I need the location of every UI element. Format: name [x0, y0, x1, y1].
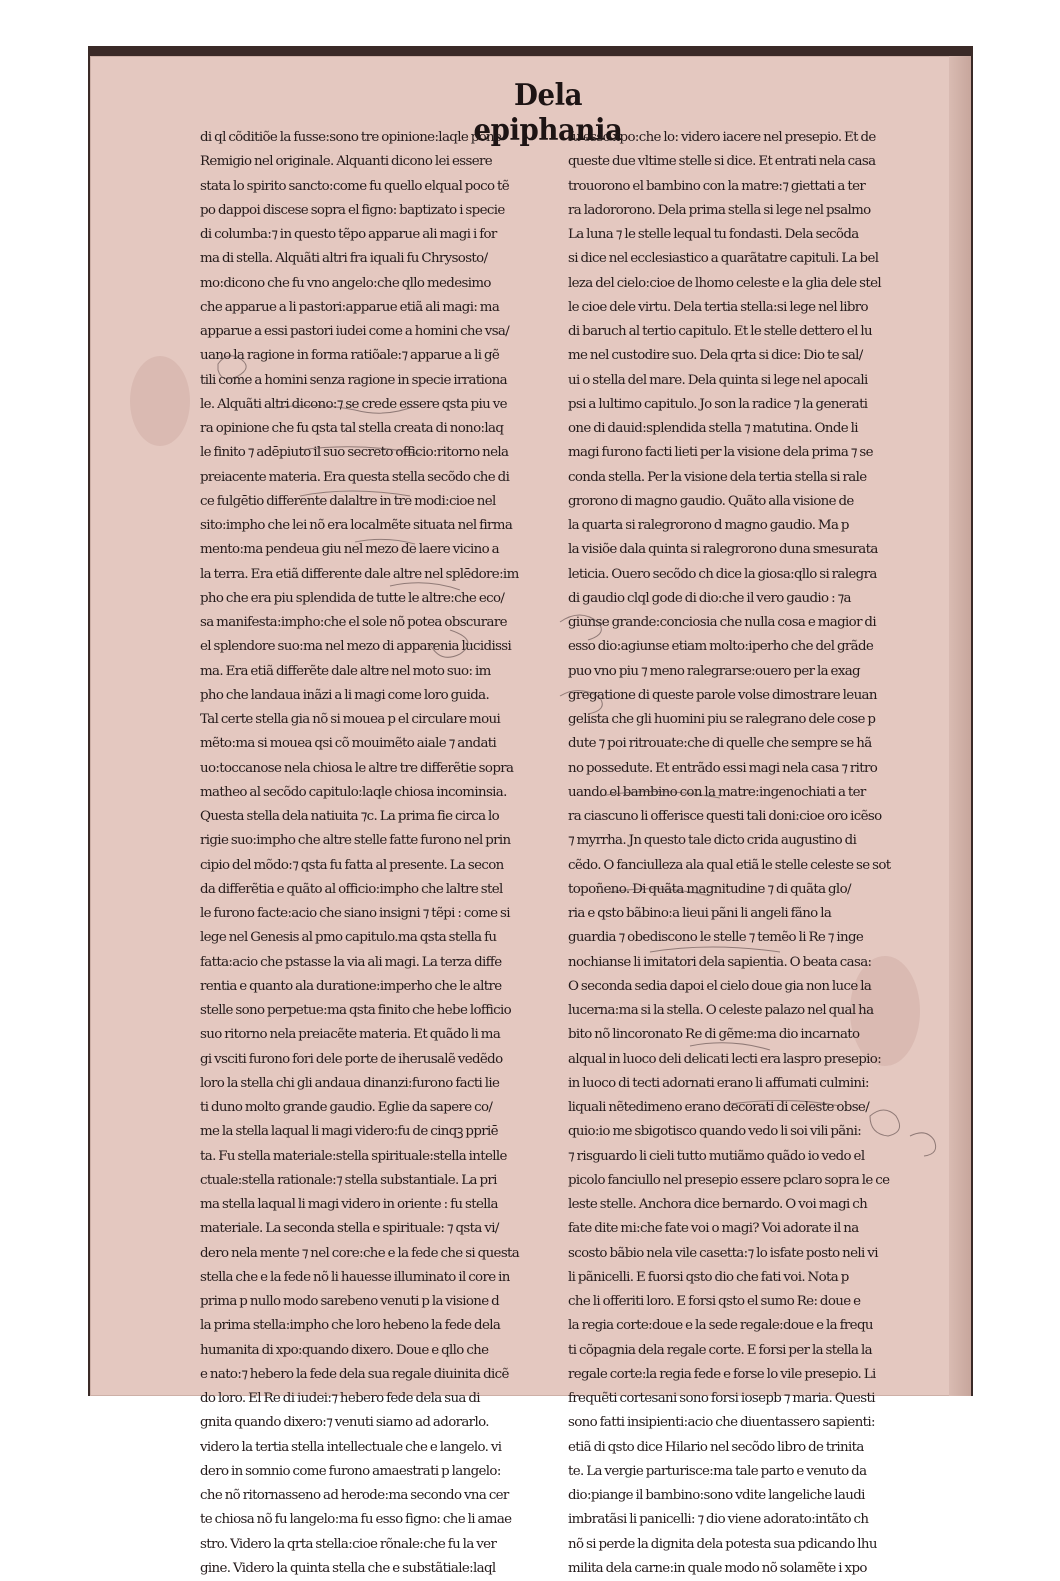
- text-line: queste due vltime stelle si dice. Et entrati nela casa: [568, 154, 876, 170]
- text-line: che apparue a li pastori:apparue etiã ali magi: ma: [200, 299, 500, 315]
- text-line: trouorono el bambino con la matre:⁊ giettati a ter: [568, 178, 866, 194]
- text-line: humanita di xpo:quando dixero. Doue e qllo che: [200, 1342, 489, 1358]
- text-line: le furono facte:acio che siano insigni ⁊ tẽpi : come si: [200, 906, 510, 921]
- text-line: leticia. Ouero secõdo ch dice la giosa:qllo si ralegra: [568, 566, 877, 582]
- text-line: mo:dicono che fu vno angelo:che qllo medesimo: [200, 275, 491, 291]
- text-line: nochianse li imitatori dela sapientia. O beata casa:: [568, 954, 872, 970]
- text-line: te chiosa nõ fu langelo:ma fu esso figno: che li amae: [200, 1512, 512, 1528]
- manuscript-page: [90, 56, 971, 1576]
- text-line: ra opinione che fu qsta tal stella creata di nono:laq: [200, 421, 504, 436]
- text-line: stelle sono perpetue:ma qsta finito che hebe lofficio: [200, 1003, 512, 1018]
- text-line: che nõ ritornasseno ad herode:ma secondo vna cer: [200, 1488, 509, 1503]
- text-line: imbratãsi li panicelli: ⁊ dio viene adorato:intãto ch: [568, 1512, 869, 1528]
- text-line: one di dauid:splendida stella ⁊ matutina. Onde li: [568, 421, 858, 436]
- text-line: loro la stella chi gli andaua dinanzi:furono facti lie: [200, 1075, 500, 1091]
- text-line: dero in somnio come furono amaestrati p langelo:: [200, 1463, 501, 1479]
- text-line: fatta:acio che pstasse la via ali magi. La terza diffe: [200, 954, 502, 970]
- text-line: gnita quando dixero:⁊ venuti siamo ad adorarlo.: [200, 1415, 489, 1431]
- text-line: ria e qsto bãbino:a lieui pãni li angeli fãno la: [568, 906, 832, 921]
- text-line: preiacente materia. Era questa stella secõdo che di: [200, 469, 510, 485]
- text-line: lege nel Genesis al pmo capitulo.ma qsta stella fu: [200, 930, 497, 946]
- text-line: la regia corte:doue e la sede regale:doue e la frequ: [568, 1318, 873, 1334]
- text-line: la prima stella:impho che loro hebeno la fede dela: [200, 1318, 501, 1334]
- text-line: regale corte:la regia fede e forse lo vile presepio. Li: [568, 1366, 876, 1382]
- text-line: La luna ⁊ le stelle lequal tu fondasti. Dela secõda: [568, 227, 859, 242]
- text-line: puo vno piu ⁊ meno ralegrarse:ouero per la exag: [568, 663, 860, 679]
- text-line: esso dio:agiunse etiam molto:iperho che del grãde: [568, 639, 874, 655]
- text-line: e nato:⁊ hebero la fede dela sua regale diuinita dicẽ: [200, 1366, 509, 1382]
- text-line: me nel custodire suo. Dela qrta si dice: Dio te sal/: [568, 348, 863, 364]
- text-line: da differẽtia e quãto al officio:impho che laltre stel: [200, 881, 503, 897]
- text-line: gi vsciti furono fori dele porte de iherusalẽ vedẽdo: [200, 1051, 503, 1067]
- text-line: sono fatti insipienti:acio che diuentassero sapienti:: [568, 1415, 875, 1431]
- text-line: conda stella. Per la visione dela tertia stella si rale: [568, 469, 867, 485]
- text-line: tili come a homini senza ragione in specie irrationa: [200, 372, 507, 388]
- text-line: el splendore suo:ma nel mezo di apparenia lucidissi: [200, 639, 512, 655]
- text-line: ti cõpagnia dela regale corte. E forsi per la stella la: [568, 1342, 872, 1358]
- text-line: le finito ⁊ adēpiuto il suo secreto officio:ritorno nela: [200, 445, 509, 461]
- text-line: uo:toccanose nela chiosa le altre tre differẽtie sopra: [200, 760, 514, 776]
- text-line: nõ si perde la dignita dela potesta sua pdicando lhu: [568, 1536, 877, 1552]
- text-line: leste stelle. Anchora dice bernardo. O voi magi ch: [568, 1197, 868, 1212]
- text-line: in luoco di tecti adornati erano li affumati culmini:: [568, 1075, 869, 1091]
- page-edge: [949, 56, 971, 1396]
- text-line: di ql cõditiõe la fusse:sono tre opinione:laqle pone: [200, 130, 502, 145]
- text-line: dero nela mente ⁊ nel core:che e la fede che si questa: [200, 1245, 520, 1261]
- text-line: stata lo spirito sancto:come fu quello elqual poco tẽ: [200, 178, 510, 194]
- text-line: O seconda sedia dapoi el cielo doue gia non luce la: [568, 978, 872, 994]
- text-line: quio:io me sbigotisco quando vedo li soi vili pãni:: [568, 1124, 862, 1140]
- text-line: magi furono facti lieti per la visione dela prima ⁊ se: [568, 445, 873, 461]
- text-line: di baruch al tertio capitulo. Et le stelle dettero el lu: [568, 324, 872, 339]
- text-line: liquali nẽtedimeno erano decorati di celeste obse/: [568, 1100, 870, 1115]
- text-line: grorono di magno gaudio. Quãto alla visione de: [568, 493, 854, 509]
- text-line: scosto bãbio nela vile casetta:⁊ lo isfate posto neli vi: [568, 1245, 878, 1261]
- text-line: pho che era piu splendida de tutte le altre:che eco/: [200, 590, 505, 606]
- text-line: materiale. La seconda stella e spirituale: ⁊ qsta vi/: [200, 1221, 499, 1237]
- text-line: ⁊ risguardo li cieli tutto mutiãmo quãdo io vedo el: [568, 1148, 865, 1164]
- text-line: cipio del mõdo:⁊ qsta fu fatta al presente. La secon: [200, 857, 504, 873]
- text-line: frequẽti cortesani sono forsi iosepb ⁊ maria. Questi: [568, 1391, 875, 1406]
- text-line: lucerna:ma si la stella. O celeste palazo nel qual ha: [568, 1003, 874, 1018]
- text-line: cẽdo. O fanciulleza ala qual etiã le stelle celeste se sot: [568, 857, 891, 873]
- text-line: ui o stella del mare. Dela quinta si lege nel apocali: [568, 372, 868, 388]
- text-line: mento:ma pendeua giu nel mezo de laere vicino a: [200, 542, 499, 558]
- text-line: gregatione di queste parole volse dimostrare leuan: [568, 687, 877, 703]
- left-text-column: [200, 126, 542, 1581]
- text-line: ma. Era etiã differẽte dale altre nel moto suo: im: [200, 663, 491, 679]
- text-line: giunse grande:conciosia che nulla cosa e magior di: [568, 615, 876, 630]
- text-line: uando el bambino con la matre:ingenochiati a ter: [568, 784, 866, 800]
- text-line: li pãnicelli. E fuorsi qsto dio che fati voi. Nota p: [568, 1269, 849, 1285]
- foxing-stain: [130, 356, 190, 446]
- text-line: sito:impho che lei nõ era localmẽte situata nel firma: [200, 518, 513, 533]
- text-line: me la stella laqual li magi videro:fu de cinqꝫ ppriē: [200, 1124, 498, 1140]
- text-line: apparue a essi pastori iudei come a homini che vsa/: [200, 324, 510, 339]
- text-line: stella che e la fede nõ li hauesse illuminato il core in: [200, 1269, 510, 1285]
- text-line: gelista che gli huomini piu se ralegrano dele cose p: [568, 712, 876, 727]
- right-text-column: [568, 126, 910, 1581]
- text-line: uano la ragione in forma ratiõale:⁊ apparue a li gẽ: [200, 348, 500, 364]
- text-line: Questa stella dela natiuita ⁊c. La prima fie circa lo: [200, 809, 500, 824]
- text-line: fate dite mi:che fate voi o magi? Voi adorate il na: [568, 1221, 859, 1237]
- text-line: rentia e quanto ala duratione:imperho che le altre: [200, 978, 502, 994]
- text-line: di columba:⁊ in questo tẽpo apparue ali magi i for: [200, 227, 497, 242]
- text-line: videro la tertia stella intellectuale che e langelo. vi: [200, 1439, 502, 1455]
- text-line: si dice nel ecclesiastico a quarãtatre capituli. La bel: [568, 251, 879, 267]
- text-line: topoñeno. Di quãta magnitudine ⁊ di quãta glo/: [568, 881, 851, 897]
- text-line: psi a lultimo capitulo. Jo son la radice ⁊ la generati: [568, 396, 868, 412]
- text-line: Remigio nel originale. Alquanti dicono lei essere: [200, 154, 493, 170]
- text-line: gine. Videro la quinta stella che e substãtiale:laql: [200, 1560, 496, 1576]
- text-line: matheo al secõdo capitulo:laqle chiosa incominsia.: [200, 784, 507, 800]
- text-line: rigie suo:impho che altre stelle fatte furono nel prin: [200, 833, 511, 849]
- text-line: ma stella laqual li magi videro in oriente : fu stella: [200, 1197, 498, 1212]
- text-line: le cioe dele virtu. Dela tertia stella:si lege nel libro: [568, 299, 868, 315]
- text-line: la quarta si ralegrorono d magno gaudio. Ma p: [568, 518, 849, 533]
- text-line: guardia ⁊ obediscono le stelle ⁊ temẽo li Re ⁊ inge: [568, 930, 864, 946]
- text-line: la terra. Era etiã differente dale altre nel splēdore:im: [200, 566, 519, 582]
- text-line: ra ladororono. Dela prima stella si lege nel psalmo: [568, 202, 871, 218]
- text-line: stro. Videro la qrta stella:cioe rõnale:che fu la ver: [200, 1536, 497, 1552]
- text-line: mẽto:ma si mouea qsi cõ mouimẽto aiale ⁊ andati: [200, 736, 497, 752]
- text-line: ma di stella. Alquãti altri fra iquali fu Chrysosto/: [200, 251, 488, 267]
- page-heading: Dela epiphania: [473, 78, 623, 148]
- text-line: ra ciascuno li offerisce questi tali doni:cioe oro icẽso: [568, 809, 882, 824]
- text-line: do loro. El Re di iudei:⁊ hebero fede dela sua di: [200, 1391, 480, 1406]
- text-line: fu esso xpo:che lo: videro iacere nel presepio. Et de: [568, 130, 876, 145]
- text-line: alqual in luoco deli delicati lecti era laspro presepio:: [568, 1051, 882, 1067]
- text-line: te. La vergie parturisce:ma tale parto e venuto da: [568, 1463, 867, 1479]
- text-line: pho che landaua inãzi a li magi come loro guida.: [200, 687, 490, 703]
- text-line: picolo fanciullo nel presepio essere pclaro sopra le ce: [568, 1172, 890, 1188]
- text-line: milita dela carne:in quale modo nõ solamẽte i xpo: [568, 1560, 867, 1576]
- text-line: ctuale:stella rationale:⁊ stella substantiale. La pri: [200, 1172, 497, 1188]
- text-line: che li offeriti loro. E forsi qsto el sumo Re: doue e: [568, 1294, 861, 1309]
- text-line: leza del cielo:cioe de lhomo celeste e la glia dele stel: [568, 275, 882, 291]
- text-line: dio:piange il bambino:sono vdite langeliche laudi: [568, 1488, 865, 1503]
- text-line: ti duno molto grande gaudio. Eglie da sapere co/: [200, 1100, 493, 1115]
- text-line: di gaudio clql gode di dio:che il vero gaudio : ⁊a: [568, 590, 851, 606]
- text-line: po dappoi discese sopra el figno: baptizato i specie: [200, 202, 505, 218]
- text-line: ce fulgētio differente dalaltre in tre modi:cioe nel: [200, 493, 496, 509]
- text-line: dute ⁊ poi ritrouate:che di quelle che sempre se hã: [568, 736, 872, 752]
- text-line: la visiõe dala quinta si ralegrorono duna smesurata: [568, 542, 878, 558]
- text-line: ta. Fu stella materiale:stella spirituale:stella intelle: [200, 1148, 507, 1164]
- text-line: le. Alquãti altri dicono:⁊ se crede essere qsta piu ve: [200, 396, 507, 412]
- text-line: ⁊ myrrha. Jn questo tale dicto crida augustino di: [568, 833, 857, 849]
- text-line: prima p nullo modo sarebeno venuti p la visione d: [200, 1294, 500, 1309]
- text-line: no possedute. Et entrãdo essi magi nela casa ⁊ ritro: [568, 760, 878, 776]
- text-line: Tal certe stella gia nõ si mouea p el circulare moui: [200, 712, 501, 727]
- text-line: etiã di qsto dice Hilario nel secõdo libro de trinita: [568, 1439, 864, 1455]
- text-line: suo ritorno nela preiacẽte materia. Et quãdo li ma: [200, 1027, 501, 1043]
- text-line: bito nõ lincoronato Re di gẽme:ma dio incarnato: [568, 1027, 860, 1043]
- text-line: sa manifesta:impho:che el sole nõ potea obscurare: [200, 615, 507, 630]
